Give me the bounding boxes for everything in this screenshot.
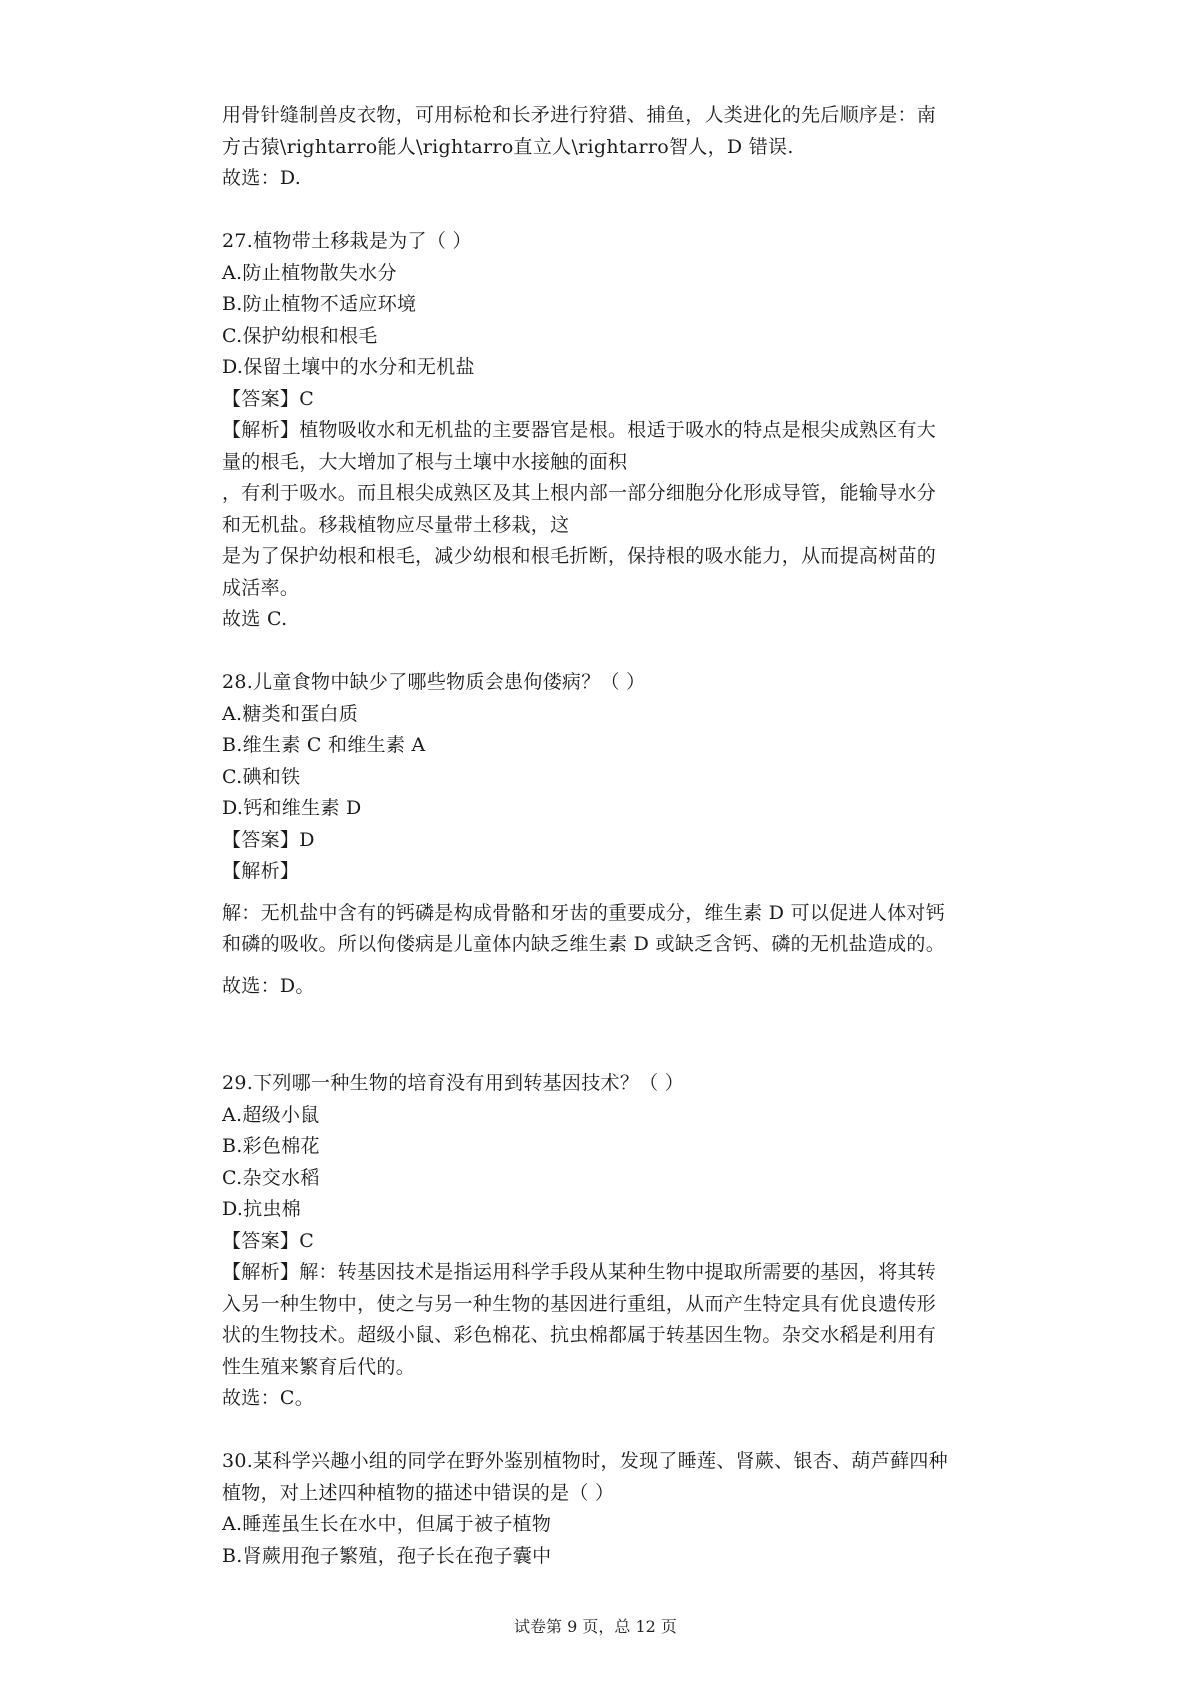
analysis-line: ，有利于吸水。而且根尖成熟区及其上根内部一部分细胞分化形成导管，能输导水分 [222,482,937,504]
option-b: B.彩色棉花 [222,1135,320,1157]
analysis-label: 【解析】 [222,860,300,882]
conclusion: 故选 C. [222,608,288,630]
question-stem: 28.儿童食物中缺少了哪些物质会患佝偻病？（ ） [222,671,646,693]
question-stem: 30.某科学兴趣小组的同学在野外鉴别植物时，发现了睡莲、肾蕨、银杏、葫芦藓四种 [222,1450,948,1472]
page-footer: 试卷第 9 页，总 12 页 [514,1617,677,1636]
intro-block [222,100,1012,195]
option-d: D.抗虫棉 [222,1198,302,1220]
option-c: C.杂交水稻 [222,1166,320,1189]
analysis-line: 量的根毛，大大增加了根与土壤中水接触的面积 [222,450,628,473]
intro-line: 用骨针缝制兽皮衣物，可用标枪和长矛进行狩猎、捕鱼，人类进化的先后顺序是：南 [222,104,937,126]
option-a: A.睡莲虽生长在水中，但属于被子植物 [222,1513,552,1535]
analysis-line: 【解析】植物吸收水和无机盐的主要器官是根。根适于吸水的特点是根尖成熟区有大 [222,419,937,441]
question-stem: 29.下列哪一种生物的培育没有用到转基因技术？（ ） [222,1072,685,1094]
option-a: A.防止植物散失水分 [222,261,397,284]
conclusion: 故选：C。 [222,1387,315,1409]
option-a: A.超级小鼠 [222,1103,320,1126]
analysis-line: 【解析】解：转基因技术是指运用科学手段从某种生物中提取所需要的基因，将其转 [222,1261,937,1283]
analysis-line: 是为了保护幼根和根毛，减少幼根和根毛折断，保持根的吸水能力，从而提高树苗的 [222,545,937,567]
question-28 [222,667,1012,1002]
analysis-line: 和磷的吸收。所以佝偻病是儿童体内缺乏维生素 D 或缺乏含钙、磷的无机盐造成的。 [222,933,946,955]
question-30 [222,1446,1012,1572]
option-d: D.保留土壤中的水分和无机盐 [222,356,475,378]
intro-conclusion: 故选：D. [222,167,302,189]
analysis-line: 状的生物技术。超级小鼠、彩色棉花、抗虫棉都属于转基因生物。杂交水稻是利用有 [222,1324,937,1346]
analysis-line: 解：无机盐中含有的钙磷是构成骨骼和牙齿的重要成分，维生素 D 可以促进人体对钙 [222,901,946,924]
analysis-line: 性生殖来繁育后代的。 [222,1355,416,1378]
intro-line: 方古猿\rightarro能人\rightarro直立人\rightarro智人，D 错误. [222,135,794,158]
option-d: D.钙和维生素 D [222,797,362,819]
question-stem: 植物，对上述四种植物的描述中错误的是（ ） [222,1481,615,1504]
question-29 [222,1068,1012,1415]
analysis-line: 入另一种生物中，使之与另一种生物的基因进行重组，从而产生特定具有优良遗传形 [222,1292,937,1315]
option-a: A.糖类和蛋白质 [222,702,359,725]
question-stem: 27.植物带土移栽是为了（ ） [222,230,472,252]
option-b: B.肾蕨用孢子繁殖，孢子长在孢子囊中 [222,1544,552,1567]
option-c: C.碘和铁 [222,765,301,788]
question-27 [222,226,1012,636]
analysis-line: 和无机盐。移栽植物应尽量带土移栽，这 [222,513,570,536]
option-b: B.防止植物不适应环境 [222,293,417,315]
answer: 【答案】D [222,828,315,851]
analysis-line: 成活率。 [222,576,300,599]
answer: 【答案】C [222,387,315,410]
answer: 【答案】C [222,1229,315,1252]
conclusion: 故选：D。 [222,974,315,997]
option-c: C.保护幼根和根毛 [222,324,378,347]
option-b: B.维生素 C 和维生素 A [222,734,426,756]
page-content [222,100,1012,1572]
